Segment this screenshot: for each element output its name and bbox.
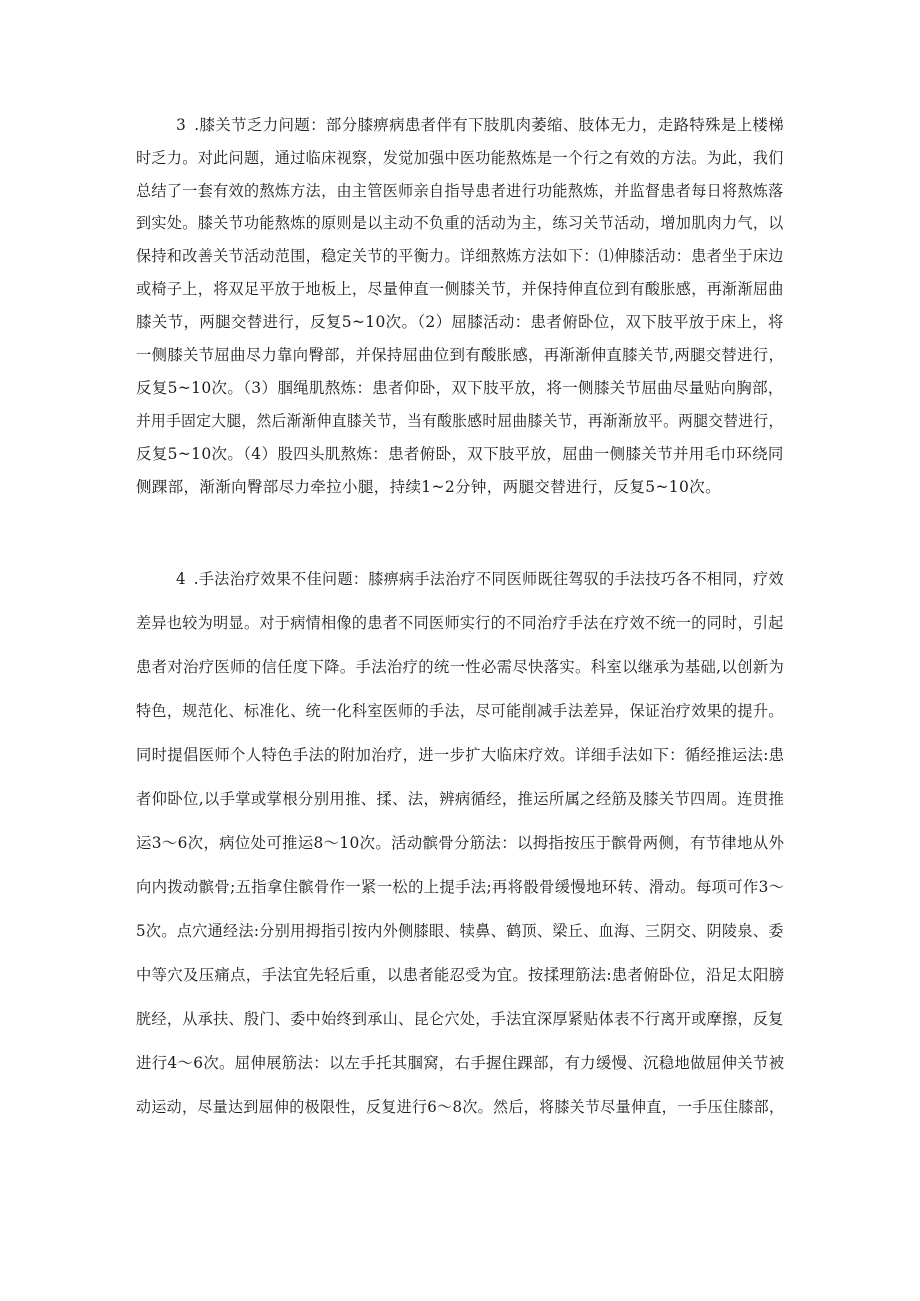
text-line: 进行4～6次。屈伸展筋法：以左手托其腘窝，右手握住踝部，有力缓慢、沉稳地做屈伸关节被 [136, 1054, 785, 1072]
text-line: 患者对治疗医师的信任度下降。手法治疗的统一性必需尽快落实。科室以继承为基础,以创新为 [136, 658, 785, 676]
text-line: 胱经，从承扶、殷门、委中始终到承山、昆仑穴处，手法宜深厚紧贴体表不行离开或摩擦，反复 [136, 1010, 784, 1028]
text-line: 动运动，尽量达到屈伸的极限性，反复进行6～8次。然后，将膝关节尽量伸直，一手压住膝部， [136, 1098, 785, 1116]
text-line: 侧踝部，渐渐向臀部尽力牵拉小腿，持续1~2分钟，两腿交替进行，反复5~10次。 [136, 478, 721, 496]
text-line: 膝关节，两腿交替进行，反复5~10次。（2）屈膝活动：患者俯卧位，双下肢平放于床上，将 [136, 313, 784, 331]
text-line: 4 .手法治疗效果不佳问题：膝痹病手法治疗不同医师既往驾驭的手法技巧各不相同，疗效 [176, 570, 784, 588]
text-line: 5次。点穴通经法:分别用拇指引按内外侧膝眼、犊鼻、鹤顶、梁丘、血海、三阴交、阴陵泉、委 [136, 922, 784, 940]
text-line: 3 .膝关节乏力问题：部分膝痹病患者伴有下肢肌肉萎缩、肢体无力，走路特殊是上楼梯 [176, 116, 785, 134]
text-line: 中等穴及压痛点，手法宜先轻后重，以患者能忍受为宜。按揉理筋法:患者俯卧位，沿足太阳膀 [136, 966, 785, 984]
text-line: 同时提倡医师个人特色手法的附加治疗，进一步扩大临床疗效。详细手法如下：循经推运法:患 [136, 746, 785, 764]
text-line: 者仰卧位,以手掌或掌根分别用推、揉、法，辨病循经，推运所属之经筋及膝关节四周。连贯推 [136, 790, 785, 808]
text-line: 总结了一套有效的熬炼方法，由主管医师亲自指导患者进行功能熬炼，并监督患者每日将熬炼落 [136, 182, 784, 200]
text-line: 向内拨动髌骨;五指拿住髌骨作一紧一松的上提手法;再将骰骨缓慢地环转、滑动。每项可作3～ [136, 878, 785, 896]
text-line: 反复5~10次。（3）腘绳肌熬炼：患者仰卧，双下肢平放，将一侧膝关节屈曲尽量贴向胸部， [136, 379, 784, 397]
text-line: 时乏力。对此问题，通过临床视察，发觉加强中医功能熬炼是一个行之有效的方法。为此，我们 [136, 149, 784, 167]
text-line: 运3～6次，病位处可推运8～10次。活动髌骨分筋法：以拇指按压于髌骨两侧，有节律地从外 [136, 834, 785, 852]
text-line: 特色，规范化、标准化、统一化科室医师的手法，尽可能削减手法差异，保证治疗效果的提升。 [136, 702, 784, 720]
text-line: 保持和改善关节活动范围，稳定关节的平衡力。详细熬炼方法如下：⑴伸膝活动：患者坐于床边 [136, 247, 784, 265]
text-line: 并用手固定大腿，然后渐渐伸直膝关节，当有酸胀感时屈曲膝关节，再渐渐放平。两腿交替进行， [136, 412, 784, 430]
text-line: 反复5~10次。（4）股四头肌熬炼：患者俯卧，双下肢平放，屈曲一侧膝关节并用毛巾环绕同 [136, 445, 784, 463]
text-line: 到实处。膝关节功能熬炼的原则是以主动不负重的活动为主，练习关节活动，增加肌肉力气，以 [136, 214, 784, 232]
text-line: 一侧膝关节屈曲尽力靠向臀部，并保持屈曲位到有酸胀感，再渐渐伸直膝关节,两腿交替进行， [136, 346, 785, 364]
text-line: 差异也较为明显。对于病情相像的患者不同医师实行的不同治疗手法在疗效不统一的同时，引起 [136, 614, 784, 632]
text-line: 或椅子上，将双足平放于地板上，尽量伸直一侧膝关节，并保持伸直位到有酸胀感，再渐渐屈曲 [136, 280, 784, 298]
